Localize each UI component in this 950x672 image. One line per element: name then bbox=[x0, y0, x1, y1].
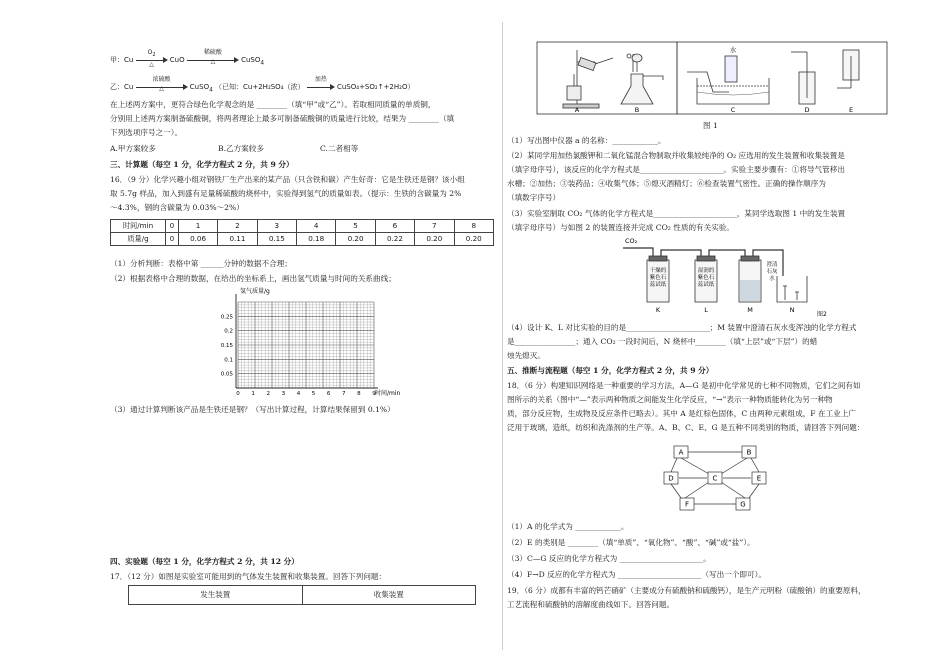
y-ticks bbox=[221, 314, 234, 377]
o2-label: O bbox=[147, 49, 153, 56]
q16-line2: 取 5.7g 样品，加入到盛有足量稀硫酸的烧杯中，实验得到氢气的质量如表。（提示：生铁的含碳量为 2% bbox=[110, 189, 462, 198]
dilute-acid-label: 稀硫酸 bbox=[203, 49, 222, 56]
q17-sub4-line2: 是________________；通入 CO₂ 一段时间后，N 烧杯中________（填“上层”或“下层”）的蜡 bbox=[507, 337, 818, 346]
q18-line2: 图所示的关系（图中“—”表示两种物质之间能发生化学反应，“→”表示一种物质能转化为另一种物 bbox=[507, 395, 833, 404]
fig2-labels bbox=[656, 306, 795, 314]
m-text-3: 水 bbox=[769, 276, 775, 282]
apparatus-label-e: E bbox=[848, 106, 854, 114]
y-tick-label: 0.05 bbox=[220, 371, 233, 378]
q18-line4: 泛用于玻璃，造纸，纺织和洗涤剂的生产等。A、B、C、E、G 是五种不同类别的物质，请回答下列问题： bbox=[507, 423, 865, 432]
hydrogen-data-table bbox=[110, 219, 494, 246]
substance-network-diagram bbox=[657, 438, 777, 516]
table-cell: 7 bbox=[415, 220, 454, 233]
q17-sub2-line4: （填数字序号） bbox=[507, 193, 561, 202]
node-label-d: D bbox=[668, 474, 674, 483]
scheme-yi-product: CuSO bbox=[189, 83, 210, 91]
y-axis-label: 氢气质量/g bbox=[240, 288, 270, 295]
scheme-yi-note2: CuSO₄+SO₂↑+2H₂O） bbox=[336, 83, 415, 91]
y-tick-label: 0.2 bbox=[224, 328, 233, 335]
section-3-heading: 三、计算题（每空 1 分，化学方程式 2 分，共 9 分） bbox=[110, 160, 294, 169]
node-label-b: B bbox=[746, 448, 752, 457]
q18-sub2: （2）E 的类别是 ________（填“单质”、“氧化物”、“酸”、“碱”或“盐”）。 bbox=[507, 538, 755, 547]
node-label-a: A bbox=[678, 448, 684, 457]
node-label-g: G bbox=[740, 500, 746, 509]
q16-line1: 16．（9 分）化学兴趣小组对钢铁厂生产出来的某产品（只含铁和碳）产生好奇：它是生铁还是钢？该小组 bbox=[110, 175, 465, 184]
k-text-3: 蕊试纸 bbox=[649, 282, 667, 288]
x-axis-label: 时间/min bbox=[375, 390, 401, 397]
q17-sub4-line3: 烛先熄灭。 bbox=[507, 351, 545, 360]
node-label-c: C bbox=[712, 474, 718, 483]
l-text-1: 湿润的 bbox=[697, 268, 715, 274]
label-k: K bbox=[655, 306, 661, 314]
q16-sub3: （3）通过计算判断该产品是生铁还是钢？（写出计算过程，计算结果保留到 0.1%） bbox=[110, 405, 395, 414]
table-row bbox=[111, 233, 494, 246]
column-divider bbox=[502, 22, 503, 650]
q17-sub3-line2: （填字母序号）与如图 2 的装置连接并完成 CO₂ 性质的有关实验。 bbox=[507, 223, 735, 232]
m-text-2: 石灰 bbox=[766, 269, 778, 275]
scheme-yi bbox=[110, 76, 415, 95]
beaker-n bbox=[777, 276, 807, 302]
q16-sub2: （2）根据表格中合理的数据，在给出的坐标系上，画出氢气质量与时间的关系曲线； bbox=[110, 274, 396, 283]
node-label-e: E bbox=[756, 474, 762, 483]
q16-line3: ～4.3%，钢的含碳量为 0.03%～2%） bbox=[110, 203, 244, 212]
label-n: N bbox=[789, 306, 795, 314]
figure-1-labels bbox=[575, 106, 853, 114]
arrow-icon bbox=[307, 76, 335, 91]
k-text-2: 紫色石 bbox=[649, 275, 667, 281]
m-text-1: 澄清 bbox=[766, 262, 778, 268]
x-tick-label: 2 bbox=[266, 391, 270, 397]
figure-2-co2-setup bbox=[617, 236, 837, 318]
scheme-jia-mid: CuO bbox=[169, 56, 185, 64]
q17-sub2-line3: 水槽；②加热；③装药品；④收集气体；⑤熄灭酒精灯；⑥检查装置气密性。正确的操作顺序为 bbox=[507, 179, 826, 188]
q18-sub1: （1）A 的化学式为 ____________。 bbox=[507, 522, 629, 531]
arrow-icon: 浓硫酸 △ bbox=[136, 83, 188, 91]
q17-sub3-line1: （3）实验室制取 CO₂ 气体的化学方程式是______________________，某同学选取图 1 中的发生装置 bbox=[507, 209, 846, 218]
table-row bbox=[129, 586, 476, 605]
table-head-time: 时间/min bbox=[111, 220, 166, 233]
x-tick-label: 8 bbox=[357, 391, 361, 397]
table-cell: 3 bbox=[257, 220, 296, 233]
option-c: C.二者相等 bbox=[320, 144, 359, 153]
l-text-2: 紫色石 bbox=[697, 275, 715, 281]
table-cell: 0.20 bbox=[454, 233, 493, 246]
q17-sub2-line1: （2）某同学用加热氯酸钾和二氧化锰混合物制取并收集较纯净的 O₂ 应选用的发生装置和收集装置是 bbox=[507, 151, 845, 160]
section-4-heading: 四、实验题（每空 1 分，化学方程式 2 分，共 12 分） bbox=[110, 557, 299, 566]
table-cell: 0 bbox=[166, 233, 179, 246]
box-table-head-collector: 收集装置 bbox=[302, 586, 476, 605]
label-m: M bbox=[747, 306, 753, 314]
q17-sub2-line2: （填字母序号），该反应的化学方程式是______________________。实验主要步骤有：①将导气管移出 bbox=[507, 165, 845, 174]
node-label-f: F bbox=[684, 500, 690, 509]
table-cell: 8 bbox=[454, 220, 493, 233]
x-tick-label: 7 bbox=[342, 391, 346, 397]
apparatus-box-table bbox=[128, 585, 476, 605]
y-tick-label: 0.25 bbox=[220, 314, 233, 321]
x-tick-label: 5 bbox=[311, 391, 316, 397]
figure-1-apparatus bbox=[537, 42, 887, 120]
q19-line1: 19．（6 分）成都有丰富的钙芒硝矿（主要成分有硫酸钠和硫酸钙），是生产元明粉（硫酸钠）的重要原料， bbox=[507, 586, 866, 595]
figure-1-left-frame bbox=[537, 42, 677, 114]
y-tick-label: 0.1 bbox=[224, 357, 233, 364]
scheme-jia bbox=[110, 49, 265, 68]
q15-line1: 在上述两方案中，更符合绿色化学观念的是 ________（填“甲”或“乙”）。若取相同质量的单质铜， bbox=[110, 100, 436, 109]
apparatus-c bbox=[687, 56, 769, 104]
sub-4: 4 bbox=[260, 60, 265, 67]
q17-line1: 17．（12 分）如图是实验室可能用到的气体发生装置和收集装置。回答下列问题： bbox=[110, 572, 387, 581]
y-tick-label: 0.15 bbox=[220, 343, 233, 349]
q17-sub4-line1: （4）设计 K、L 对比实验的目的是______________________；M 装置中澄清石灰水变浑浊的化学方程式 bbox=[507, 323, 857, 332]
apparatus-a bbox=[563, 50, 613, 108]
table-cell: 0.20 bbox=[336, 233, 375, 246]
heat-label: 加热 bbox=[314, 76, 327, 83]
apparatus-label-a: A bbox=[574, 106, 580, 114]
q18-line3: 质，部分反应物，生成物及反应条件已略去）。其中 A 是红棕色固体，C 由两种元素组成，F 在工业上广 bbox=[507, 409, 856, 418]
table-cell: 0 bbox=[166, 220, 179, 233]
l-text-3: 蕊试纸 bbox=[697, 282, 715, 288]
scheme-jia-product: CuSO bbox=[241, 56, 261, 64]
q15-line3: 下列选项序号之一）。 bbox=[110, 128, 183, 137]
conc-acid-label: 浓硫酸 bbox=[152, 76, 171, 83]
table-cell: 0.15 bbox=[257, 233, 296, 246]
hydrogen-grid-chart[interactable] bbox=[208, 284, 408, 400]
o2-sub: 2 bbox=[152, 52, 156, 59]
table-cell: 0.06 bbox=[178, 233, 217, 246]
q19-line2: 工艺流程和硫酸钠的溶解度曲线如下。回答问题。 bbox=[507, 600, 675, 609]
table-cell: 6 bbox=[375, 220, 414, 233]
table-cell: 0.11 bbox=[218, 233, 257, 246]
table-cell: 2 bbox=[218, 220, 257, 233]
x-ticks bbox=[236, 391, 376, 397]
x-tick-label: 0 bbox=[236, 391, 240, 397]
table-cell: 0.18 bbox=[297, 233, 336, 246]
arrow-icon: 稀硫酸 △ bbox=[187, 56, 239, 64]
x-tick-label: 4 bbox=[296, 391, 301, 397]
apparatus-label-d: D bbox=[804, 106, 810, 114]
q18-sub4: （4）F→D 反应的化学方程式为 ______________________（写出一个即可）。 bbox=[507, 570, 766, 579]
q16-sub1: （1）分析判断：表格中第 ______分钟的数据不合理； bbox=[110, 259, 292, 268]
scheme-yi-note: （已知：Cu+2H₂SO₄（浓） bbox=[215, 83, 305, 91]
table-cell: 4 bbox=[297, 220, 336, 233]
x-tick-label: 9 bbox=[372, 391, 376, 397]
option-a: A.甲方案较多 bbox=[110, 144, 156, 153]
x-tick-label: 6 bbox=[326, 391, 331, 397]
apparatus-b bbox=[621, 54, 663, 104]
label-l: L bbox=[704, 306, 708, 314]
section-5-heading: 五、推断与流程题（每空 1 分，化学方程式 2 分，共 9 分） bbox=[507, 366, 714, 375]
apparatus-e bbox=[837, 50, 859, 88]
water-label: 水 bbox=[729, 46, 737, 54]
figure-1-caption: 图 1 bbox=[703, 121, 718, 130]
x-tick-label: 3 bbox=[281, 391, 286, 397]
q15-line2: 分别用上述两方案制备硫酸铜，将两者理论上最多可制备硫酸铜的质量进行比较，结果为 ________（填 bbox=[110, 114, 455, 123]
option-b: B.乙方案较多 bbox=[218, 144, 264, 153]
table-head-mass: 质量/g bbox=[111, 233, 166, 246]
arrow-icon: $O_2$ △ bbox=[136, 56, 168, 64]
x-tick-label: 1 bbox=[251, 391, 255, 397]
k-text-1: 干燥的 bbox=[649, 268, 667, 274]
table-cell: 5 bbox=[336, 220, 375, 233]
co2-inlet-label: CO₂ bbox=[625, 237, 638, 245]
scheme-jia-prefix: 甲：Cu bbox=[110, 56, 134, 64]
table-cell: 0.22 bbox=[375, 233, 414, 246]
q18-line1: 18．（6 分）构建知识网络是一种重要的学习方法，A—G 是初中化学常见的七种不同物质，它们之间有如 bbox=[507, 381, 861, 390]
scheme-yi-prefix: 乙：Cu bbox=[110, 83, 134, 91]
sub-4: 4 bbox=[209, 87, 213, 94]
figure-2-caption: 图2 bbox=[817, 311, 827, 318]
q18-sub3: （3）C—G 反应的化学方程式为 ______________________。 bbox=[507, 554, 711, 563]
q17-sub1: （1）写出图中仪器 a 的名称：____________。 bbox=[507, 136, 666, 145]
table-cell: 0.20 bbox=[415, 233, 454, 246]
bottle-m bbox=[739, 256, 761, 302]
apparatus-label-b: B bbox=[634, 106, 640, 114]
apparatus-d bbox=[791, 52, 815, 104]
box-table-head-generator: 发生装置 bbox=[129, 586, 303, 605]
apparatus-label-c: C bbox=[730, 106, 736, 114]
table-cell: 1 bbox=[178, 220, 217, 233]
table-row bbox=[111, 220, 494, 233]
